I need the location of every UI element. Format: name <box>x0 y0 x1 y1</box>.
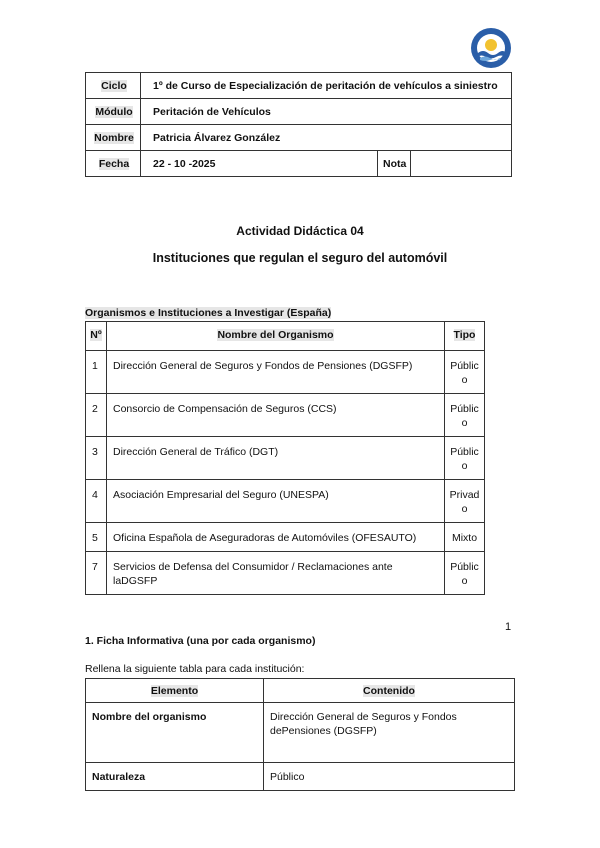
row-name: Dirección General de Seguros y Fondos de Pensiones (DGSFP) <box>107 351 445 394</box>
school-logo <box>470 27 512 69</box>
ficha-table <box>85 678 515 791</box>
row-num: 5 <box>86 523 107 552</box>
table-row <box>86 480 485 523</box>
header-row-modulo <box>86 99 512 125</box>
ficha-key: Naturaleza <box>86 763 264 791</box>
row-num: 7 <box>86 552 107 595</box>
row-num: 1 <box>86 351 107 394</box>
table-row <box>86 351 485 394</box>
row-num: 2 <box>86 394 107 437</box>
fecha-value: 22 - 10 -2025 <box>141 151 378 177</box>
table-row <box>86 703 515 763</box>
row-name: Servicios de Defensa del Consumidor / Reclamaciones ante laDGSFP <box>107 552 445 595</box>
modulo-label: Módulo <box>86 99 141 125</box>
row-name: Oficina Española de Aseguradoras de Automóviles (OFESAUTO) <box>107 523 445 552</box>
header-row-fecha <box>86 151 512 177</box>
row-tipo: Público <box>445 351 485 394</box>
organisms-header-row <box>86 322 485 351</box>
col-header-elemento: Elemento <box>86 679 264 703</box>
row-name: Dirección General de Tráfico (DGT) <box>107 437 445 480</box>
organisms-section-title: Organismos e Instituciones a Investigar (España) <box>85 307 332 319</box>
nota-value <box>411 151 512 177</box>
row-tipo: Privado <box>445 480 485 523</box>
ficha-section-title: 1. Ficha Informativa (una por cada organismo) <box>85 635 316 647</box>
col-header-contenido: Contenido <box>264 679 515 703</box>
table-row <box>86 394 485 437</box>
header-row-nombre <box>86 125 512 151</box>
col-header-num: Nº <box>86 322 107 351</box>
row-tipo: Público <box>445 394 485 437</box>
table-row <box>86 437 485 480</box>
row-tipo: Público <box>445 437 485 480</box>
header-table <box>85 72 512 177</box>
ficha-value: Público <box>264 763 515 791</box>
row-name: Asociación Empresarial del Seguro (UNESPA) <box>107 480 445 523</box>
ficha-header-row <box>86 679 515 703</box>
header-row-ciclo <box>86 73 512 99</box>
ciclo-value: 1º de Curso de Especialización de peritación de vehículos a siniestro <box>141 73 512 99</box>
row-num: 4 <box>86 480 107 523</box>
row-num: 3 <box>86 437 107 480</box>
ficha-value: Dirección General de Seguros y Fondos dePensiones (DGSFP) <box>264 703 515 763</box>
row-tipo: Mixto <box>445 523 485 552</box>
organisms-table <box>85 321 485 595</box>
activity-title: Actividad Didáctica 04 <box>236 224 364 238</box>
fecha-label: Fecha <box>86 151 141 177</box>
nombre-value: Patricia Álvarez González <box>141 125 512 151</box>
page-number: 1 <box>505 621 512 633</box>
modulo-value: Peritación de Vehículos <box>141 99 512 125</box>
row-tipo: Público <box>445 552 485 595</box>
table-row <box>86 523 485 552</box>
ficha-instruction: Rellena la siguiente tabla para cada institución: <box>85 663 305 675</box>
table-row <box>86 763 515 791</box>
nombre-label: Nombre <box>86 125 141 151</box>
col-header-tipo: Tipo <box>445 322 485 351</box>
ficha-key: Nombre del organismo <box>86 703 264 763</box>
ciclo-label: Ciclo <box>86 73 141 99</box>
activity-subtitle: Instituciones que regulan el seguro del automóvil <box>152 251 448 265</box>
col-header-name: Nombre del Organismo <box>107 322 445 351</box>
row-name: Consorcio de Compensación de Seguros (CCS) <box>107 394 445 437</box>
table-row <box>86 552 485 595</box>
nota-label: Nota <box>378 151 411 177</box>
